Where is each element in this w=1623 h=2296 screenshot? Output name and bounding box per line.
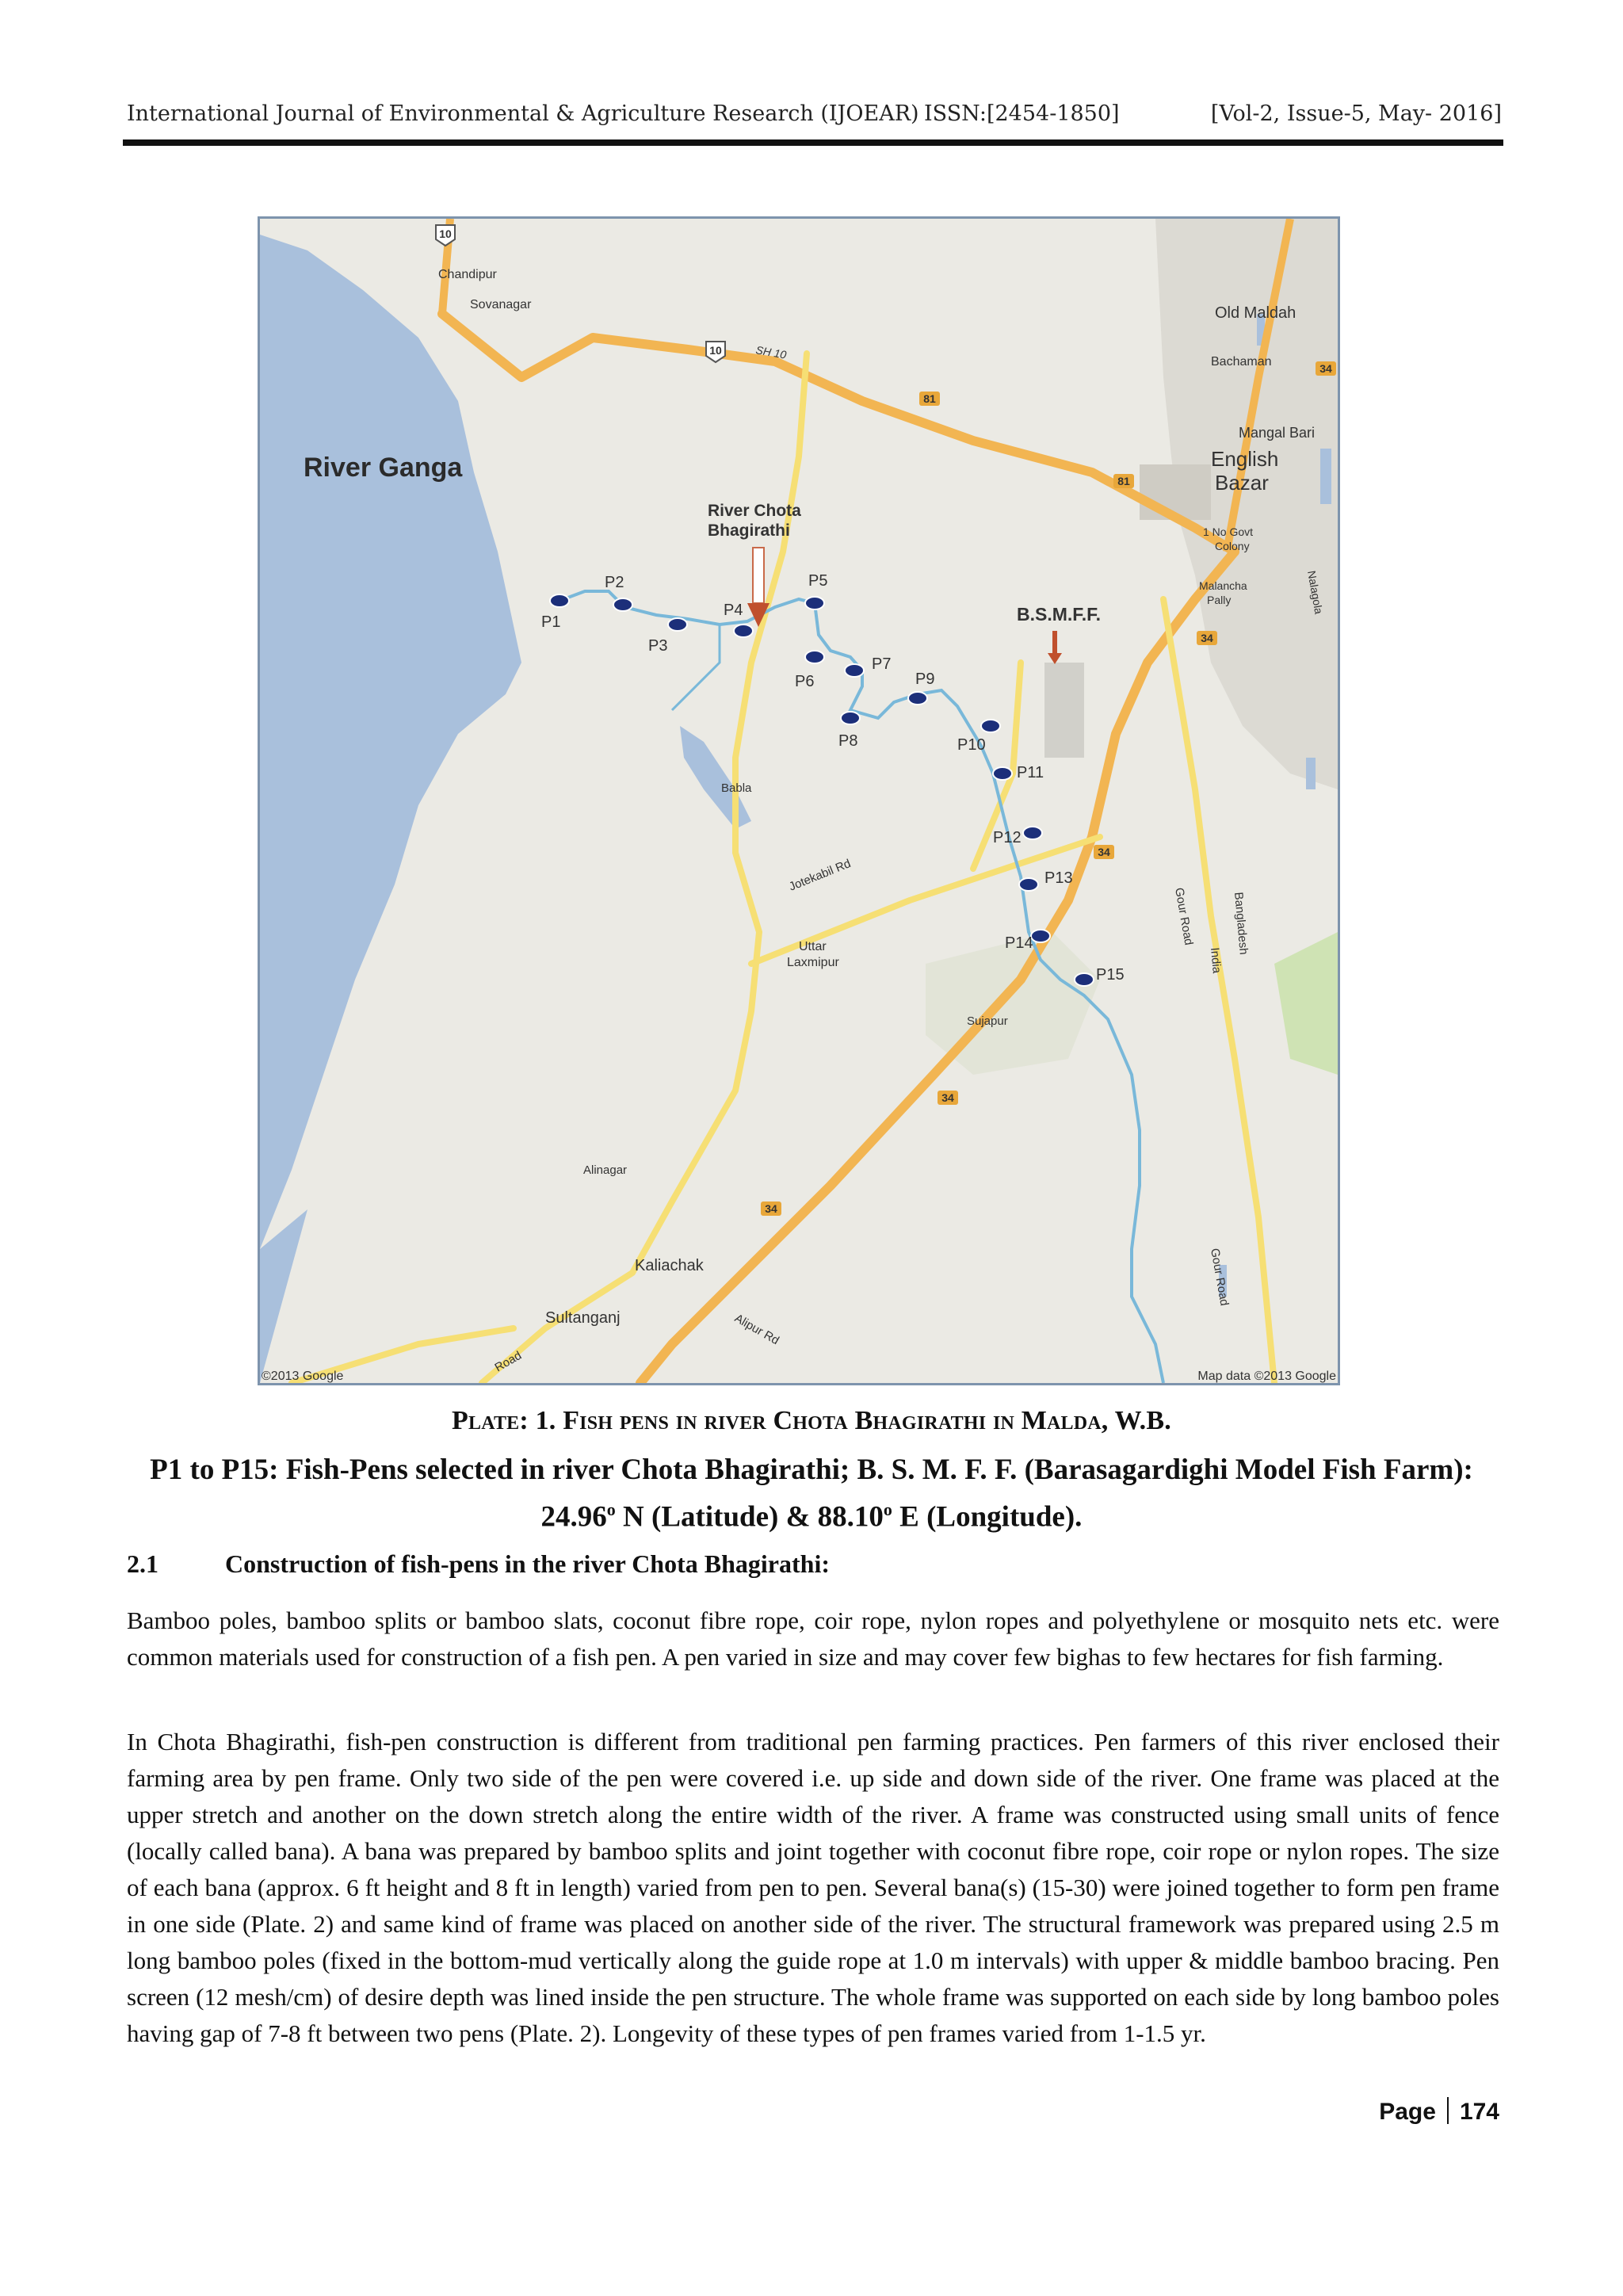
- shield-icon: [1094, 845, 1114, 859]
- plate-title: Fish pens in river Chota Bhagirathi in Malda, W.B.: [563, 1406, 1171, 1435]
- plate-caption: [0, 1406, 1623, 1436]
- bsmff-site: [1044, 663, 1084, 758]
- pen-marker-p9: [908, 692, 927, 705]
- pen-label: P2: [605, 574, 624, 591]
- pen-marker-p4: [734, 625, 753, 637]
- svg-text:Gour Road: Gour Road: [1208, 1247, 1232, 1307]
- svg-text:81: 81: [923, 392, 936, 405]
- svg-text:Alipur Rd: Alipur Rd: [732, 1311, 781, 1348]
- svg-text:India: India: [1208, 946, 1224, 974]
- svg-text:Chandipur: Chandipur: [438, 268, 497, 281]
- pen-label: P12: [993, 829, 1022, 846]
- svg-text:Sultanganj: Sultanganj: [545, 1309, 621, 1327]
- body-paragraph: In Chota Bhagirathi, fish-pen construction is different from traditional pen farming practices. Pen farmers of this river enclosed their farming area by pen frame. Only two side of the pen were covered i.e. up side and down side of the river. One frame was placed at the upper stretch and another on the down stretch along the entire width of the river. A frame was constructed using small units of fence (locally called bana). A bana was prepared by bamboo splits and joint together with coconut fibre rope, coir rope or nylon ropes. The size of each bana (approx. 6 ft height and 8 ft in length) varied from pen to pen. Several bana(s) (15-30) were joined together to form pen frame in one side (Plate. 2) and same kind of frame was placed on another side of the river. The structural framework was prepared using 2.5 m long bamboo poles (fixed in the bottom-mud vertically along the guide rope at 1.0 m intervals) with upper & middle bamboo bracing. Pen screen (12 mesh/cm) of desire depth was lined inside the pen structure. The whole frame was supported on each side by long bamboo poles having gap of 7-8 ft between two pens (Plate. 2). Longevity of these types of pen frames varied from 1-1.5 yr.: [127, 1728, 1499, 2047]
- pen-marker-p11: [993, 767, 1012, 780]
- svg-text:34: 34: [1098, 846, 1110, 858]
- section-title: Construction of fish-pens in the river Chota Bhagirathi:: [225, 1549, 830, 1578]
- svg-text:10: 10: [439, 227, 452, 240]
- pen-label: P9: [915, 670, 935, 688]
- pen-label: P11: [1017, 764, 1044, 781]
- svg-text:34: 34: [1319, 362, 1332, 375]
- map-data-credit: Map data ©2013 Google: [1197, 1370, 1336, 1383]
- svg-text:34: 34: [765, 1202, 777, 1215]
- svg-text:Jotekabil Rd: Jotekabil Rd: [787, 857, 854, 894]
- pen-marker-p12: [1023, 827, 1042, 839]
- svg-text:Alinagar: Alinagar: [583, 1163, 628, 1177]
- pen-marker-p8: [841, 712, 860, 724]
- issn: ISSN:[2454-1850]: [924, 101, 1120, 126]
- svg-text:Bazar: Bazar: [1215, 471, 1269, 495]
- svg-text:Nalagola: Nalagola: [1305, 569, 1326, 615]
- svg-text:Kaliachak: Kaliachak: [635, 1257, 704, 1274]
- plate-legend: [119, 1450, 1504, 1537]
- running-header: [127, 97, 1502, 136]
- svg-text:Babla: Babla: [721, 781, 752, 795]
- pen-marker-p6: [805, 651, 824, 663]
- label-river-ganga: River Ganga: [304, 453, 463, 483]
- svg-text:Bachaman: Bachaman: [1211, 355, 1272, 369]
- pen-label: P6: [795, 673, 815, 690]
- header-rule: [123, 139, 1503, 146]
- label-river-chota-2: Bhagirathi: [708, 521, 790, 540]
- svg-text:10: 10: [709, 344, 722, 357]
- page-footer: [1379, 2097, 1499, 2126]
- pen-label: P8: [838, 732, 858, 750]
- page-number: 174: [1459, 2099, 1499, 2125]
- pen-marker-p5: [805, 597, 824, 609]
- svg-text:Malancha: Malancha: [1199, 579, 1247, 592]
- pen-label: P3: [648, 637, 668, 655]
- pen-label: P4: [724, 602, 743, 619]
- pen-marker-p2: [613, 598, 632, 611]
- shield-icon: [1316, 361, 1336, 376]
- svg-text:English: English: [1211, 447, 1279, 471]
- pen-marker-p15: [1075, 973, 1094, 986]
- pen-marker-p13: [1019, 878, 1038, 891]
- shield-icon: [761, 1201, 781, 1216]
- label-river-chota-1: River Chota: [708, 502, 801, 520]
- map-svg: [260, 219, 1338, 1383]
- pen-label: P14: [1005, 934, 1033, 952]
- svg-text:81: 81: [1117, 475, 1130, 487]
- svg-text:Road: Road: [492, 1348, 525, 1375]
- pen-label: P1: [541, 613, 561, 631]
- pen-marker-p1: [550, 594, 569, 607]
- pen-marker-p3: [668, 618, 687, 631]
- label-bsmff: B.S.M.F.F.: [1017, 604, 1102, 625]
- pen-label: P5: [808, 572, 828, 590]
- section-heading: [127, 1549, 830, 1579]
- pen-label: P7: [872, 655, 892, 673]
- volume-issue: [Vol-2, Issue-5, May- 2016]: [1210, 101, 1502, 126]
- svg-text:34: 34: [941, 1091, 954, 1104]
- map-copyright: ©2013 Google: [262, 1370, 344, 1383]
- pen-label: P10: [957, 736, 986, 754]
- footer-divider: [1447, 2097, 1449, 2124]
- journal-name: International Journal of Environmental & Agriculture Research (IJOEAR): [127, 101, 919, 126]
- urban-block: [1140, 464, 1211, 520]
- pen-marker-p10: [981, 720, 1000, 732]
- pen-label: P15: [1096, 966, 1125, 984]
- svg-text:Mangal Bari: Mangal Bari: [1239, 425, 1316, 441]
- svg-text:Old Maldah: Old Maldah: [1215, 304, 1296, 322]
- svg-text:Sujapur: Sujapur: [967, 1014, 1008, 1028]
- page-label: Page: [1379, 2099, 1436, 2125]
- legend-line-1: P1 to P15: Fish-Pens selected in river Chota Bhagirathi; B. S. M. F. F. (Barasagardighi Model Fish Farm):: [150, 1454, 1473, 1486]
- plate-prefix: Plate: 1.: [452, 1406, 563, 1435]
- svg-text:Bangladesh: Bangladesh: [1232, 891, 1251, 956]
- svg-text:34: 34: [1201, 632, 1213, 644]
- svg-text:1 No Govt: 1 No Govt: [1203, 525, 1254, 538]
- svg-text:Sovanagar: Sovanagar: [470, 298, 532, 311]
- body-paragraph: Bamboo poles, bamboo splits or bamboo slats, coconut fibre rope, coir rope, nylon ropes and polyethylene or mosquito nets etc. were common materials used for construction of a fish pen. A pen varied in size and may cover few bighas to few hectares for fish farming.: [127, 1606, 1499, 1671]
- svg-text:Colony: Colony: [1215, 540, 1250, 552]
- shield-icon: [1113, 474, 1134, 488]
- shield-icon: [938, 1091, 958, 1105]
- svg-text:Uttar: Uttar: [799, 940, 827, 953]
- svg-text:Pally: Pally: [1207, 594, 1232, 606]
- svg-text:Gour Road: Gour Road: [1172, 886, 1196, 946]
- svg-text:Laxmipur: Laxmipur: [787, 956, 839, 969]
- svg-text:SH 10: SH 10: [754, 343, 788, 361]
- section-number: 2.1: [127, 1549, 158, 1578]
- pen-label: P13: [1044, 869, 1073, 887]
- map-figure: [258, 216, 1340, 1385]
- shield-icon: [919, 392, 940, 406]
- shield-icon: [1197, 631, 1217, 645]
- pen-marker-p14: [1031, 930, 1050, 942]
- pen-marker-p7: [845, 664, 864, 677]
- legend-line-2: 24.96$^o$ N (Latitude) & 88.10$^o$ E (Longitude).: [540, 1499, 1083, 1534]
